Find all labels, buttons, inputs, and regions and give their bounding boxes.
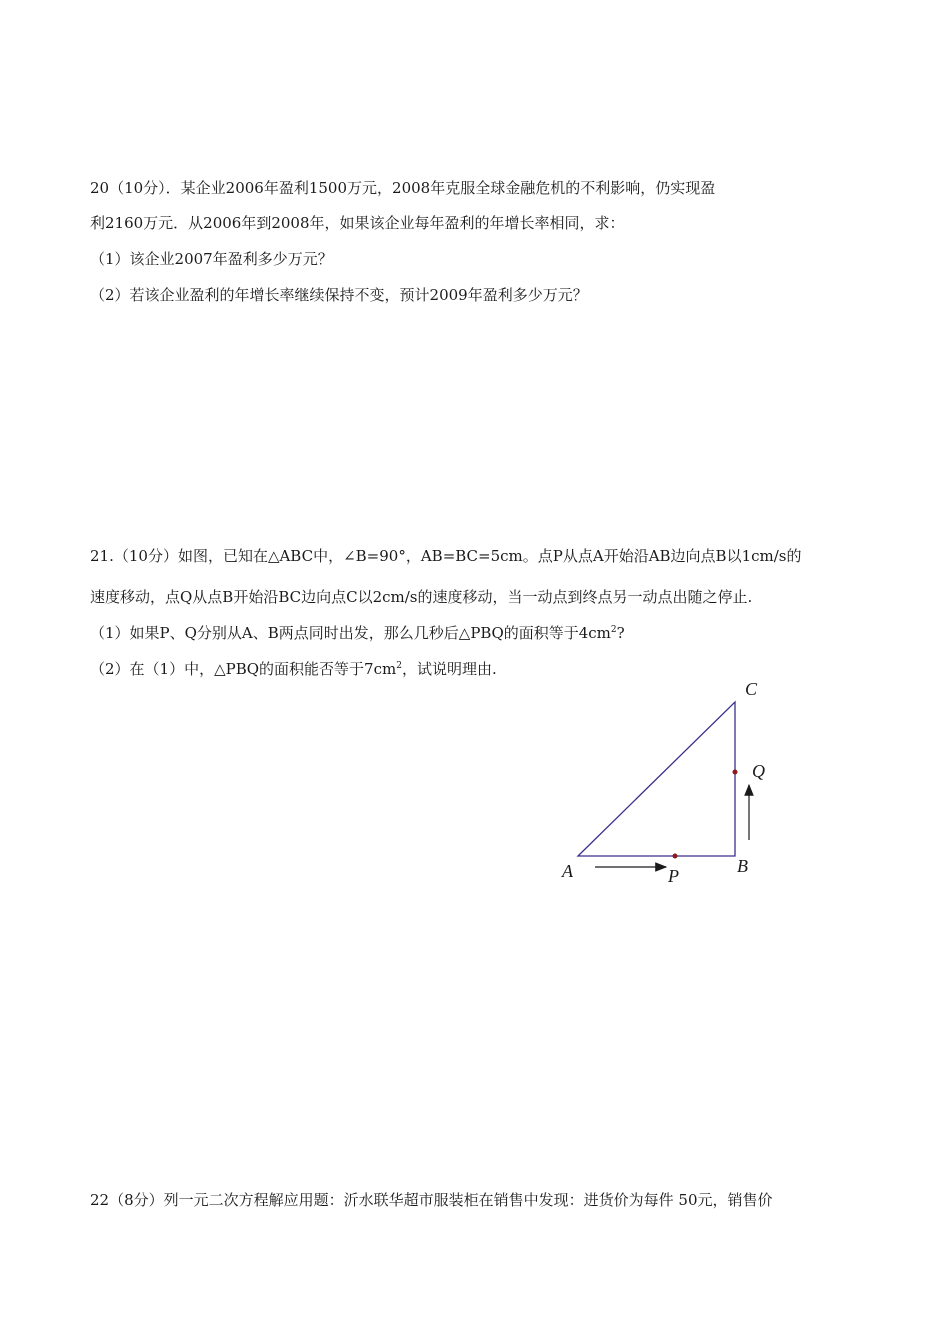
q21-part-2 xyxy=(90,659,497,679)
label-q: Q xyxy=(752,761,765,781)
q20-line-2: 利2160万元．从2006年到2008年，如果该企业每年盈利的年增长率相同，求： xyxy=(90,214,625,232)
label-p: P xyxy=(668,866,679,886)
q21-line-1: 21.（10分）如图，已知在△ABC中，∠B=90°，AB=BC=5cm。点P从点A开始沿AB边向点B以1cm/s的 xyxy=(90,547,802,565)
q21-part-2-sup: 2 xyxy=(396,661,402,671)
triangle-figure xyxy=(540,670,800,900)
label-c: C xyxy=(745,679,758,699)
label-b: B xyxy=(737,856,748,876)
q20-line-1: 20（10分）．某企业2006年盈利1500万元，2008年克服全球金融危机的不利影响，仍实现盈 xyxy=(90,179,716,197)
q20-part-2: （2）若该企业盈利的年增长率继续保持不变，预计2009年盈利多少万元？ xyxy=(90,286,588,304)
q21-part-1-text: （1）如果P、Q分别从A、B两点同时出发，那么几秒后△PBQ的面积等于4cm xyxy=(90,624,611,642)
q21-part-2-text: （2）在（1）中，△PBQ的面积能否等于7cm xyxy=(90,660,397,678)
q21-part-1-end: ? xyxy=(616,624,625,642)
q21-line-2: 速度移动，点Q从点B开始沿BC边向点C以2cm/s的速度移动，当一动点到终点另一动点出随之停止. xyxy=(90,588,753,606)
q22-line-1: 22（8分）列一元二次方程解应用题：沂水联华超市服装柜在销售中发现：进货价为每件 50元，销售价 xyxy=(90,1191,773,1209)
q21-part-1-sup: 2 xyxy=(610,625,617,635)
label-a: A xyxy=(562,861,573,881)
q20-part-1: （1）该企业2007年盈利多少万元？ xyxy=(90,250,333,268)
q21-part-2-end: ，试说明理由. xyxy=(401,660,497,678)
point-q-dot xyxy=(733,770,738,775)
triangle-abc xyxy=(578,702,735,856)
point-p-dot xyxy=(673,854,678,859)
q21-part-1 xyxy=(90,623,625,643)
